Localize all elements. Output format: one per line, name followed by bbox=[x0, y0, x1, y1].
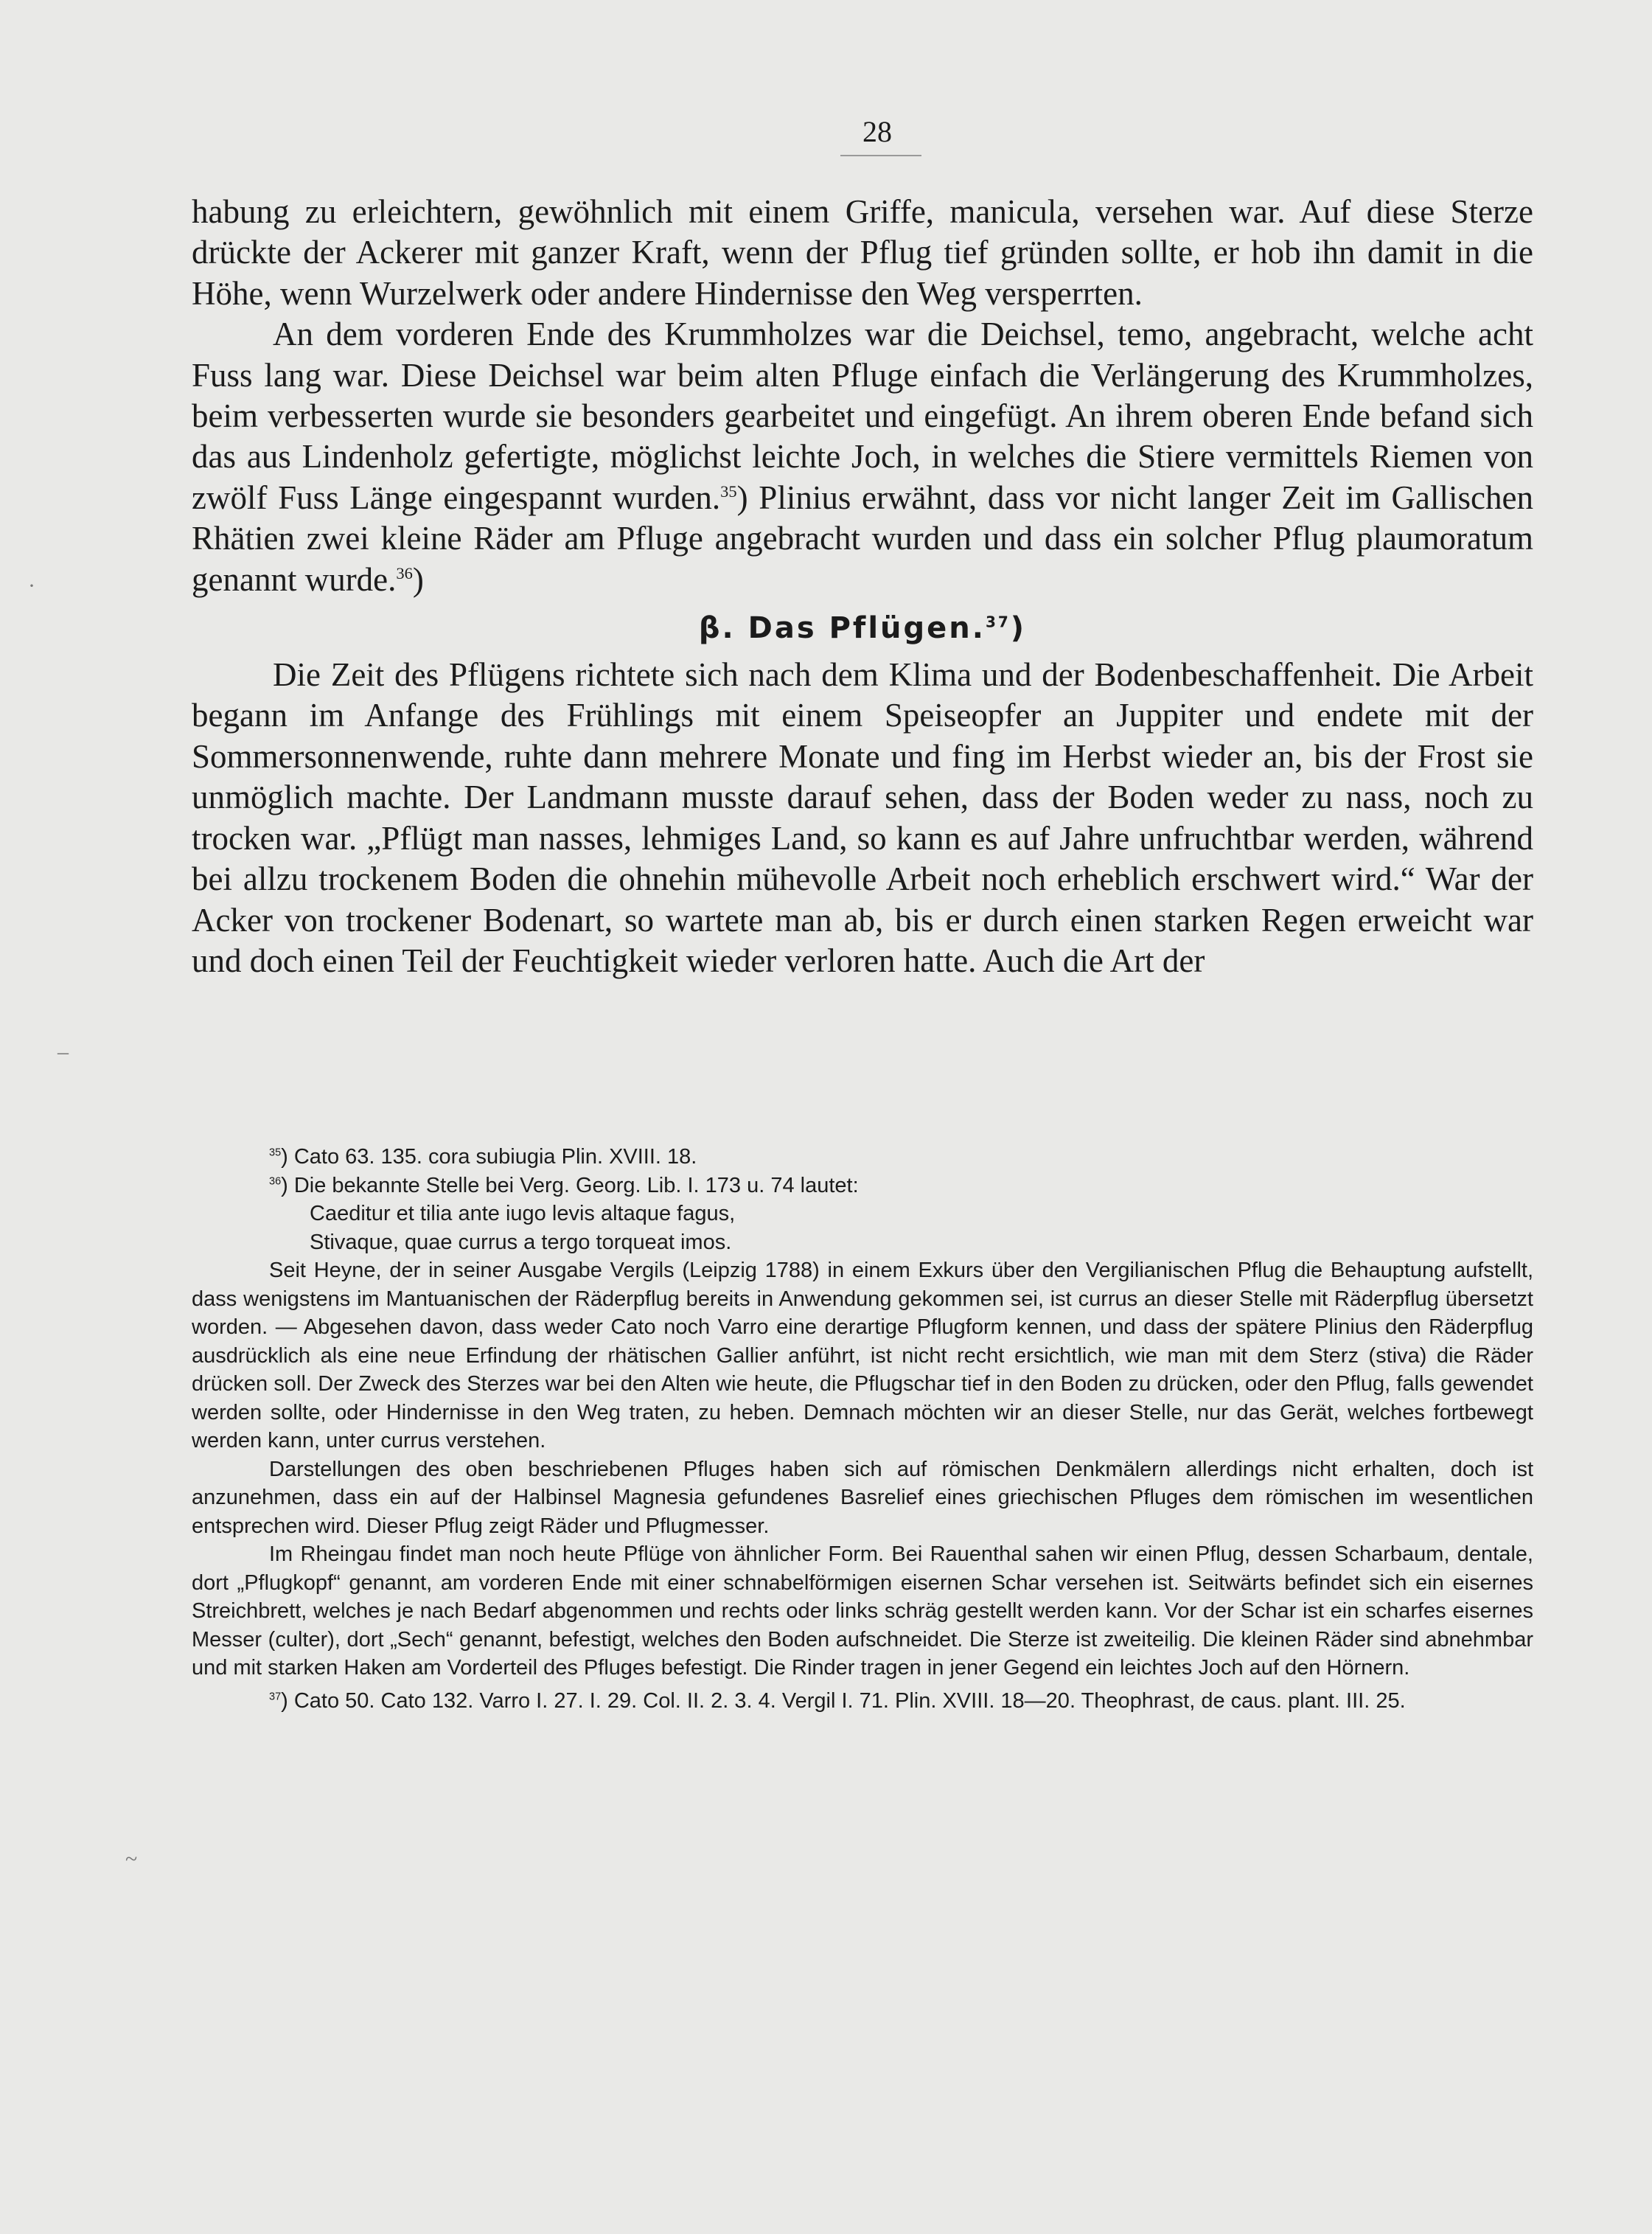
section-heading-text: β. Das Pflügen. bbox=[698, 611, 986, 646]
footnote-text: ) Die bekannte Stelle bei Verg. Georg. Lib. I. 173 u. 74 lautet: bbox=[281, 1173, 859, 1197]
main-text bbox=[192, 192, 1533, 981]
footnote-37 bbox=[192, 1687, 1533, 1716]
footnotes bbox=[192, 1143, 1533, 1715]
footnote-36 bbox=[192, 1172, 1533, 1200]
footnote-paragraph: Im Rheingau findet man noch heute Pflüge von ähnlicher Form. Bei Rauenthal sahen wir einen Pflug, dessen Scharbaum, dentale, dort „Pflugkopf“ genannt, am vorderen Ende mit einer schnabelförmigen eisernen Schar versehen ist. Seitwärts befindet sich ein eisernes Streichbrett, welches je nach Bedarf abgenommen und rechts oder links schräg gestellt werden kann. Vor der Schar ist ein scharfes eisernes Messer (culter), dort „Sech“ genannt, befestigt, welches den Boden aufschneidet. Die Sterze ist zweiteilig. Die kleinen Räder sind abnehmbar und mit starken Haken am Vorderteil des Pfluges befestigt. Die Rinder tragen in jener Gegend ein leichtes Joch auf den Hörnern. bbox=[192, 1542, 1533, 1680]
section-heading bbox=[192, 606, 1533, 655]
paragraph: habung zu erleichtern, gewöhnlich mit einem Griffe, manicula, versehen war. Auf diese Sterze drückte der Ackerer mit ganzer Kraft, wenn der Pflug tief gründen sollte, er hob ihn damit in die Höhe, wenn Wurzelwerk oder andere Hindernisse den Weg versperrten. bbox=[192, 193, 1533, 312]
margin-dot: · bbox=[28, 574, 35, 598]
paragraph: Die Zeit des Pflügens richtete sich nach dem Klima und der Bodenbeschaffenheit. Die Arbeit begann im Anfange des Frühlings mit einem Speiseopfer an Juppiter und endete mit der Sommersonnenwende, ruhte dann mehrere Monate und fing im Herbst wieder an, bis der Frost sie unmöglich machte. Der Landmann musste darauf sehen, dass der Boden weder zu nass, noch zu trocken war. „Pflügt man nasses, lehmiges Land, so kann es auf Jahre unfruchtbar werden, während bei allzu trockenem Boden die ohnehin mühevolle Arbeit noch erheblich erschwert wird.“ War der Acker von trockener Bodenart, so wartete man ab, bis er durch einen starken Regen erweicht war und doch einen Teil der Feuchtigkeit wieder verloren hatte. Auch die Art der bbox=[192, 656, 1533, 979]
paragraph-text: ) Plinius erwähnt, dass vor nicht langer Zeit im Gallischen Rhätien zwei kleine Räder am Pfluge angebracht wurden und dass ein solcher Pflug plaumoratum genannt wurde. bbox=[192, 479, 1533, 598]
footnote-ref: 35 bbox=[720, 481, 737, 501]
footnote-number: 37 bbox=[269, 1690, 282, 1702]
paragraph-text: ) bbox=[412, 560, 424, 598]
verse-line: Stivaque, quae currus a tergo torqueat imos. bbox=[310, 1230, 732, 1254]
section-heading-text: ) bbox=[1010, 611, 1027, 646]
margin-dash: – bbox=[57, 1040, 69, 1064]
paragraph-text: An dem vorderen Ende des Krummholzes war die Deichsel, temo, angebracht, welche acht Fuss lang war. Diese Deichsel war beim alten Pfluge einfach die Verlängerung des Krummholzes, beim verbesserten wurde sie besonders gearbeitet und eingefügt. An ihrem oberen Ende befand sich das aus Lindenholz gefertigte, möglichst leichte Joch, in welches die Stiere vermittels Riemen von zwölf Fuss Länge eingespannt wurden. bbox=[192, 316, 1533, 516]
footnote-paragraph: Seit Heyne, der in seiner Ausgabe Vergils (Leipzig 1788) in einem Exkurs über den Vergilianischen Pflug die Behauptung aufstellt, dass wenigstens im Mantuanischen der Räderpflug bereits in Anwendung gekommen sei, ist currus an dieser Stelle mit Räderpflug übersetzt worden. — Abgesehen davon, dass weder Cato noch Varro eine derartige Pflugform kennen, und dass der spätere Plinius den Räderpflug ausdrücklich als eine neue Erfindung der rhätischen Gallier anführt, ist nicht recht ersichtlich, wie man mit dem Sterz (stiva) die Räder drücken soll. Der Zweck des Sterzes war bei den Alten wie heute, die Pflugschar tief in den Boden zu drücken, oder den Pflug, falls gewendet werden sollte, oder Hindernisse in den Weg traten, zu heben. Demnach möchten wir an dieser Stelle, nur das Gerät, welches fortbewegt werden kann, unter currus verstehen. bbox=[192, 1259, 1533, 1452]
footnote-ref: 36 bbox=[396, 563, 413, 582]
paragraph bbox=[192, 314, 1533, 600]
margin-dash: ~ bbox=[125, 1847, 138, 1871]
footnote-35 bbox=[192, 1143, 1533, 1172]
footnote-number: 36 bbox=[269, 1175, 282, 1187]
footnote-number: 35 bbox=[269, 1146, 282, 1159]
footnote-paragraph: Darstellungen des oben beschriebenen Pfluges haben sich auf römischen Denkmälern allerdings nicht erhalten, doch ist anzunehmen, dass ein auf der Halbinsel Magnesia gefundenes Basrelief eines griechischen Pfluges dem römischen im wesentlichen entsprechen wird. Dieser Pflug zeigt Räder und Pflugmesser. bbox=[192, 1457, 1533, 1538]
footnote-ref: 37 bbox=[985, 613, 1011, 631]
footnote-text: ) Cato 63. 135. cora subiugia Plin. XVIII. 18. bbox=[281, 1145, 697, 1169]
footnote-text: ) Cato 50. Cato 132. Varro I. 27. I. 29. Col. II. 2. 3. 4. Vergil I. 71. Plin. XVIII. 18—20. Theophrast, de caus. plant. III. 25. bbox=[281, 1688, 1406, 1713]
verse-line: Caeditur et tilia ante iugo levis altaque fagus, bbox=[310, 1202, 736, 1225]
page-number-rule bbox=[840, 155, 921, 156]
page-number: 28 bbox=[862, 115, 892, 148]
